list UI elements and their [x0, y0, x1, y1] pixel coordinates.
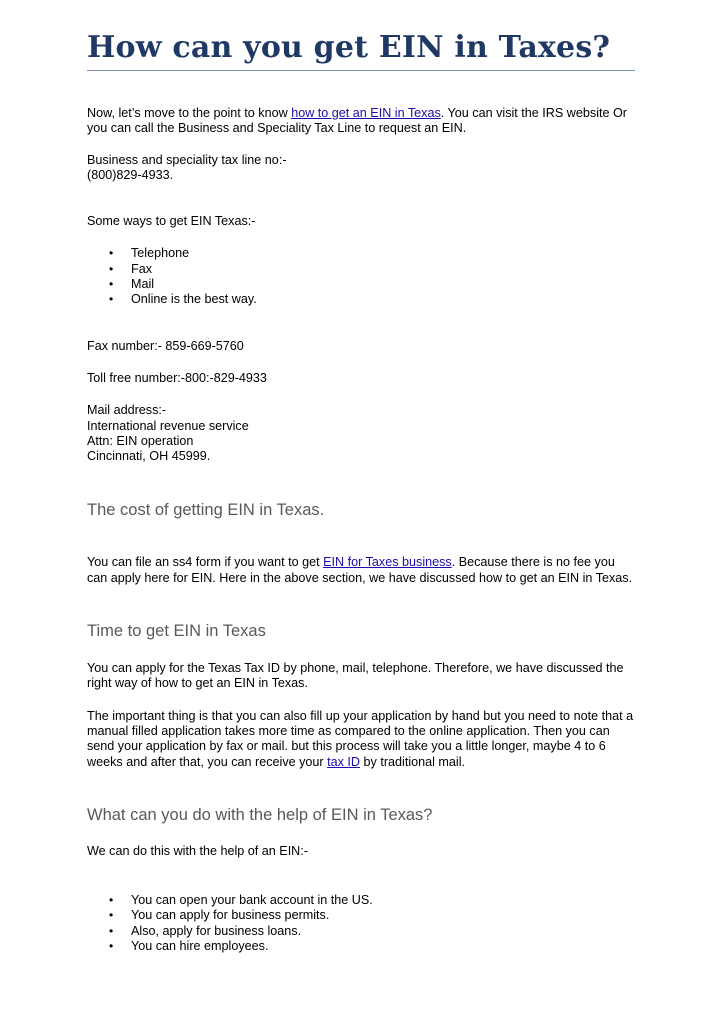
list-item: • You can apply for business permits. — [87, 908, 635, 923]
business-line-label: Business and speciality tax line no:- — [87, 152, 287, 167]
cost-text-continued: . Because there is no fee you can apply here for EIN. Here in the above section, we have discussed how to get an EIN in Texas. — [87, 555, 633, 585]
cost-heading: The cost of getting EIN in Texas. — [87, 501, 325, 520]
mail-address-line: Cincinnati, OH 45999. — [87, 449, 211, 464]
tax-id-link[interactable]: tax ID — [327, 754, 361, 769]
list-item: • You can open your bank account in the US. — [87, 893, 635, 908]
document-page — [87, 0, 635, 954]
time-paragraph-2 — [87, 709, 635, 770]
help-heading: What can you do with the help of EIN in Texas? — [87, 805, 433, 824]
how-to-get-ein-link[interactable]: how to get an EIN in Texas — [291, 106, 441, 120]
intro-paragraph — [87, 106, 635, 137]
mail-address-line: International revenue service — [87, 418, 249, 433]
ways-list — [87, 246, 635, 307]
time-heading: Time to get EIN in Texas — [87, 622, 266, 641]
list-item: • Also, apply for business loans. — [87, 924, 635, 939]
time-text-continued: by traditional mail. — [360, 754, 466, 769]
time-text: The important thing is that you can also fill up your application by hand but you need to note that a manual filled application takes more time as compared to the online application. Then you can send your application by fax or mail. but this process will take you a little longer, maybe 4 to 6 weeks and after that, you can receive your — [87, 708, 634, 769]
intro-text: Now, let’s move to the point to know — [87, 106, 292, 120]
list-item: • Fax — [87, 262, 635, 277]
help-intro: We can do this with the help of an EIN:- — [87, 843, 308, 858]
list-item: • Mail — [87, 277, 635, 292]
page-title: How can you get EIN in Taxes? — [87, 30, 611, 65]
list-item: • Telephone — [87, 246, 635, 261]
list-item: • Online is the best way. — [87, 292, 635, 307]
intro-text-continued: . You can visit the IRS website Or you can call the Business and Speciality Tax Line to request an EIN. — [87, 106, 627, 136]
business-line-number: (800)829-4933. — [87, 167, 174, 182]
title-underline — [87, 70, 635, 71]
fax-number: Fax number:- 859-669-5760 — [87, 338, 244, 353]
mail-address-label: Mail address:- — [87, 403, 167, 418]
ein-for-taxes-link[interactable]: EIN for Taxes business — [323, 555, 452, 570]
cost-text: You can file an ss4 form if you want to get — [87, 555, 324, 570]
ways-heading: Some ways to get EIN Texas:- — [87, 214, 256, 229]
toll-free-number: Toll free number:-800:-829-4933 — [87, 370, 267, 385]
time-paragraph-1: You can apply for the Texas Tax ID by phone, mail, telephone. Therefore, we have discussed the right way of how to get an EIN in Texas. — [87, 661, 624, 691]
cost-paragraph — [87, 555, 635, 586]
list-item: • You can hire employees. — [87, 939, 635, 954]
help-list — [87, 893, 635, 954]
mail-address-line: Attn: EIN operation — [87, 433, 194, 448]
